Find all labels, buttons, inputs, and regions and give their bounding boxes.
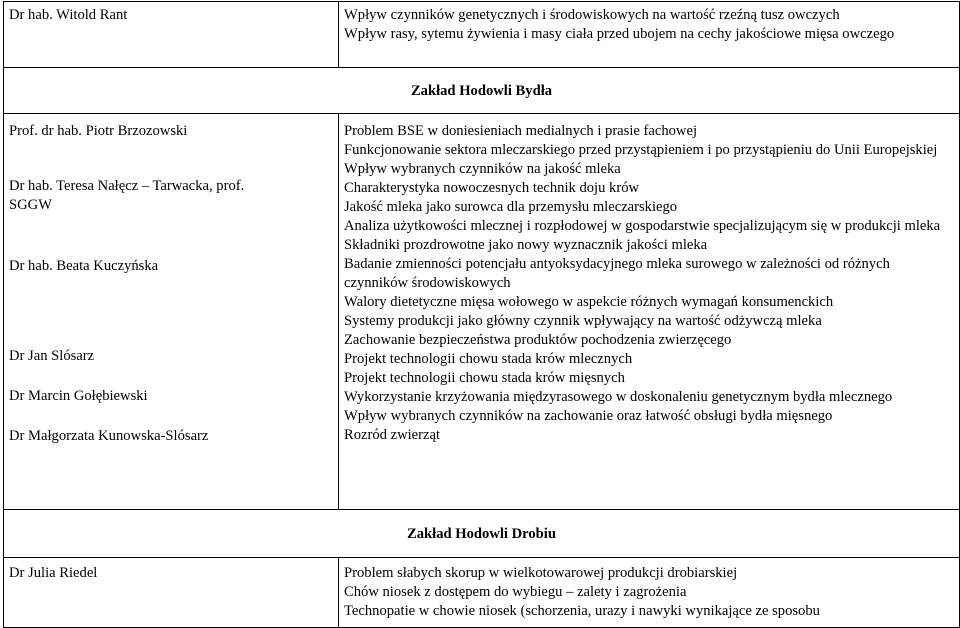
thesis-topics-table — [3, 1, 960, 628]
supervisor-name: Dr hab. Witold Rant — [9, 7, 128, 23]
supervisor-cell — [4, 114, 339, 510]
section-row — [4, 510, 960, 558]
spacer — [9, 215, 334, 257]
spacer — [9, 276, 334, 347]
topic-item: Wpływ wybranych czynników na zachowanie oraz łatwość obsługi bydła mięsnego — [344, 408, 833, 424]
supervisor-cell — [4, 558, 339, 628]
topics-cell — [339, 2, 960, 68]
topic-item: Projekt technologii chowu stada krów mięsnych — [344, 370, 625, 386]
section-title: Zakład Hodowli Drobiu — [407, 526, 556, 542]
supervisor-name: Prof. dr hab. Piotr Brzozowski — [9, 123, 188, 139]
table-row — [4, 2, 960, 68]
table-row — [4, 114, 960, 510]
topic-item: Projekt technologii chowu stada krów mlecznych — [344, 351, 633, 367]
topic-item: Charakterystyka nowoczesnych technik doju krów — [344, 180, 640, 196]
topic-item: Problem słabych skorup w wielkotowarowej produkcji drobiarskiej — [344, 565, 738, 581]
topic-item: Badanie zmienności potencjału antyoksydacyjnego mleka surowego w zależności od różnych czynników środowiskowych — [344, 256, 890, 291]
topic-item: Jakość mleka jako surowca dla przemysłu mleczarskiego — [344, 199, 678, 215]
topic-item: Chów niosek z dostępem do wybiegu – zalety i zagrożenia — [344, 584, 687, 600]
topics-cell — [339, 558, 960, 628]
supervisor-name: Dr Małgorzata Kunowska-Slósarz — [9, 428, 209, 444]
spacer — [9, 141, 334, 177]
supervisor-name: Dr hab. Beata Kuczyńska — [9, 258, 159, 274]
section-header-cell — [4, 510, 960, 558]
topic-item: Wpływ czynników genetycznych i środowiskowych na wartość rzeźną tusz owczych — [344, 7, 840, 23]
topic-item: Rozród zwierząt — [344, 427, 441, 443]
supervisor-name: Dr Marcin Gołębiewski — [9, 388, 148, 404]
topic-item: Zachowanie bezpieczeństwa produktów pochodzenia zwierzęcego — [344, 332, 732, 348]
section-row — [4, 68, 960, 114]
section-header-cell — [4, 68, 960, 114]
topic-item: Wykorzystanie krzyżowania międzyrasowego w doskonaleniu genetycznym bydła mlecznego — [344, 389, 893, 405]
topic-item: Analiza użytkowości mlecznej i rozpłodowej w gospodarstwie specjalizującym się w produkcji mleka — [344, 218, 941, 234]
topic-item: Wpływ wybranych czynników na jakość mleka — [344, 161, 621, 177]
section-title: Zakład Hodowli Bydła — [410, 83, 553, 99]
topic-item: Problem BSE w doniesieniach medialnych i prasie fachowej — [344, 123, 697, 139]
topic-item: Systemy produkcji jako główny czynnik wpływający na wartość odżywczą mleka — [344, 313, 822, 329]
supervisor-name: Dr hab. Teresa Nałęcz – Tarwacka, prof. SGGW — [9, 178, 245, 213]
topic-item: Technopatie w chowie niosek (schorzenia, urazy i nawyki wynikające ze sposobu — [344, 603, 820, 619]
topics-cell — [339, 114, 960, 510]
spacer — [9, 366, 334, 387]
supervisor-cell — [4, 2, 339, 68]
topic-item: Wpływ rasy, sytemu żywienia i masy ciała przed ubojem na cechy jakościowe mięsa owczego — [344, 26, 895, 42]
topic-item: Walory dietetyczne mięsa wołowego w aspekcie różnych wymagań konsumenckich — [344, 294, 834, 310]
table-row — [4, 558, 960, 628]
supervisor-name: Dr Julia Riedel — [9, 565, 98, 581]
supervisor-name: Dr Jan Slósarz — [9, 348, 95, 364]
topic-item: Funkcjonowanie sektora mleczarskiego przed przystąpieniem i po przystąpieniu do Unii Europejskiej — [344, 142, 938, 158]
topic-item: Składniki prozdrowotne jako nowy wyznacznik jakości mleka — [344, 237, 708, 253]
spacer — [9, 406, 334, 427]
